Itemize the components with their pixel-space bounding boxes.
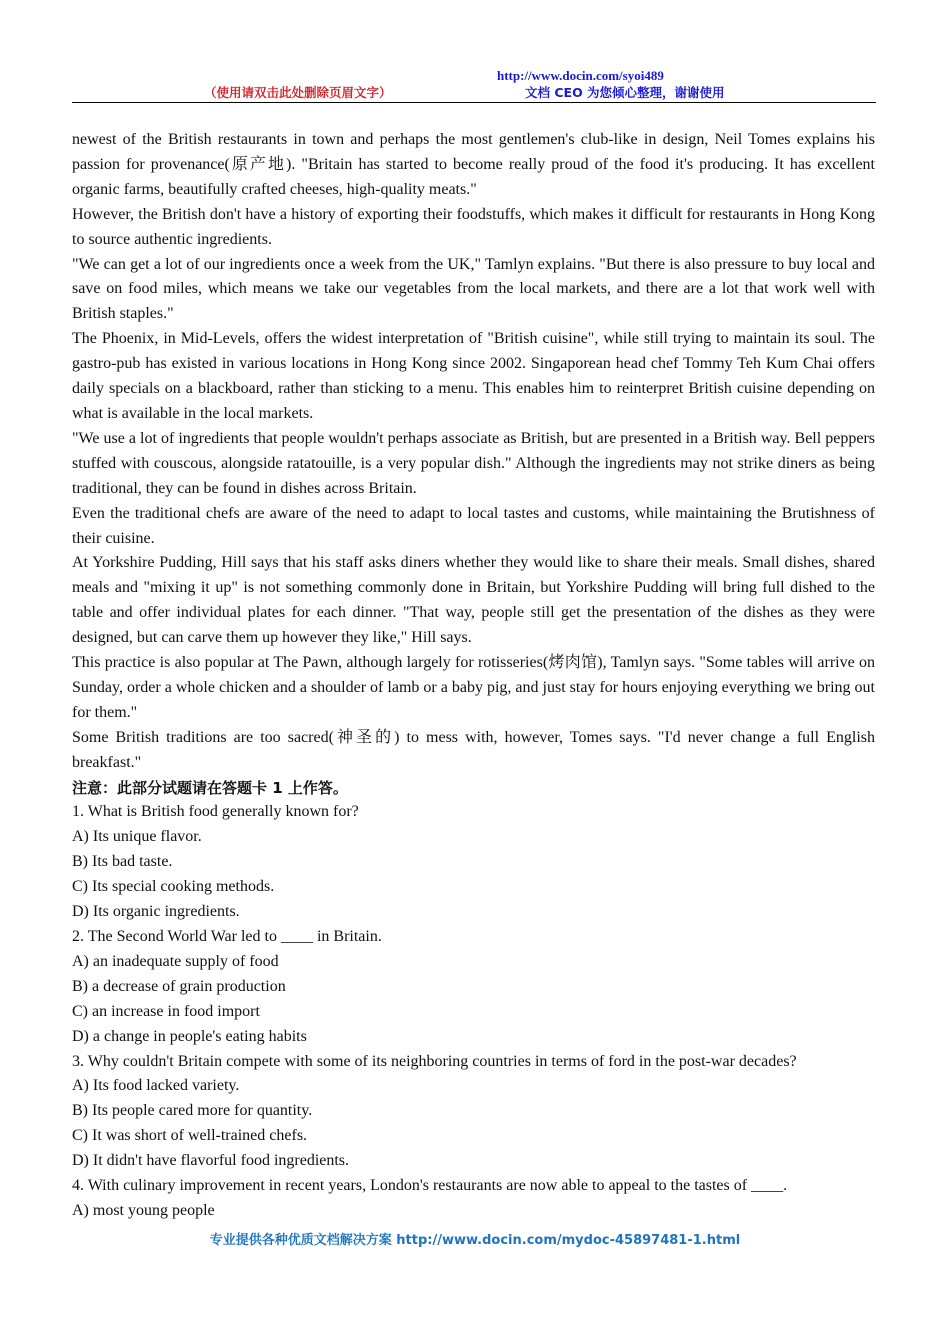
- paragraph: However, the British don't have a history of exporting their foodstuffs, which makes it difficult for restaurants in Hong Kong to source authentic ingredients.: [72, 205, 875, 248]
- paragraph: "We can get a lot of our ingredients once a week from the UK," Tamlyn explains. "But there is also pressure to buy local and save on food miles, which means we take our vegetables from the local markets, and there are a lot that work well with British staples.": [72, 255, 875, 323]
- question-line: C) It was short of well-trained chefs.: [72, 1127, 308, 1145]
- header-delete-note[interactable]: （使用请双击此处删除页眉文字）: [204, 85, 392, 100]
- page-header: [72, 66, 876, 103]
- question-line: D) a change in people's eating habits: [72, 1027, 307, 1045]
- question-line: B) a decrease of grain production: [72, 977, 286, 995]
- paragraph: newest of the British restaurants in town and perhaps the most gentlemen's club-like in design, Neil Tomes explains his passion for provenance(原产地). "Britain has started to become really proud of the food it's producing. It has excellent organic farms, beautifully crafted cheeses, high-quality meats.": [72, 131, 875, 198]
- paragraph: Some British traditions are too sacred(神圣的) to mess with, however, Tomes says. "I'd never change a full English breakfast.": [72, 728, 875, 771]
- paragraph: This practice is also popular at The Pawn, although largely for rotisseries(烤肉馆), Tamlyn says. "Some tables will arrive on Sunday, order a whole chicken and a shoulder of lamb or a baby pig, and just stay for hours enjoying everything we bring out for them.": [72, 654, 875, 721]
- header-url-link[interactable]: http://www.docin.com/syoi489: [497, 68, 664, 83]
- paragraph: At Yorkshire Pudding, Hill says that his staff asks diners whether they would like to share their meals. Small dishes, shared meals and "mixing it up" is not something commonly done in Britain, but Yorkshire Pudding will bring full dished to the table and offer individual plates for each dinner. "That way, people still get the presentation of the dishes as they were designed, but can carve them up however they like," Hill says.: [72, 554, 875, 647]
- page-footer[interactable]: 专业提供各种优质文档解决方案 http://www.docin.com/mydoc-45897481-1.html: [209, 1233, 741, 1248]
- paragraph: Even the traditional chefs are aware of the need to adapt to local tastes and customs, while maintaining the Brutishness of their cuisine.: [72, 504, 875, 547]
- answer-sheet-notice: 注意：此部分试题请在答题卡 1 上作答。: [72, 778, 348, 797]
- question-line: 1. What is British food generally known for?: [72, 803, 359, 821]
- header-ceo-note: 文档 CEO 为您倾心整理，谢谢使用: [525, 85, 725, 100]
- question-line: D) It didn't have flavorful food ingredients.: [72, 1152, 350, 1170]
- question-line: 3. Why couldn't Britain compete with some of its neighboring countries in terms of ford in the post-war decades?: [72, 1052, 797, 1070]
- question-line: A) most young people: [72, 1201, 215, 1219]
- question-line: 2. The Second World War led to ____ in Britain.: [72, 928, 382, 945]
- question-line: C) an increase in food import: [72, 1002, 260, 1020]
- document-body: [72, 128, 875, 1224]
- question-line: A) Its food lacked variety.: [72, 1077, 240, 1095]
- question-line: 4. With culinary improvement in recent years, London's restaurants are now able to appeal to the tastes of ____.: [72, 1177, 788, 1195]
- question-line: B) Its people cared more for quantity.: [72, 1102, 313, 1120]
- question-line: B) Its bad taste.: [72, 853, 173, 871]
- question-line: A) Its unique flavor.: [72, 828, 202, 846]
- question-line: A) an inadequate supply of food: [72, 952, 279, 970]
- paragraph: The Phoenix, in Mid-Levels, offers the widest interpretation of "British cuisine", while still trying to maintain its soul. The gastro-pub has existed in various locations in Hong Kong since 2002. Singaporean head chef Tommy Teh Kum Chai offers daily specials on a blackboard, rather than sticking to a menu. This enables him to reinterpret British cuisine depending on what is available in the local markets.: [72, 330, 875, 422]
- paragraph: "We use a lot of ingredients that people wouldn't perhaps associate as British, but are presented in a British way. Bell peppers stuffed with couscous, alongside ratatouille, is a very popular dish." Although the ingredients may not strike diners as being traditional, they can be found in dishes across Britain.: [72, 429, 875, 497]
- question-line: D) Its organic ingredients.: [72, 903, 240, 921]
- question-line: C) Its special cooking methods.: [72, 878, 275, 896]
